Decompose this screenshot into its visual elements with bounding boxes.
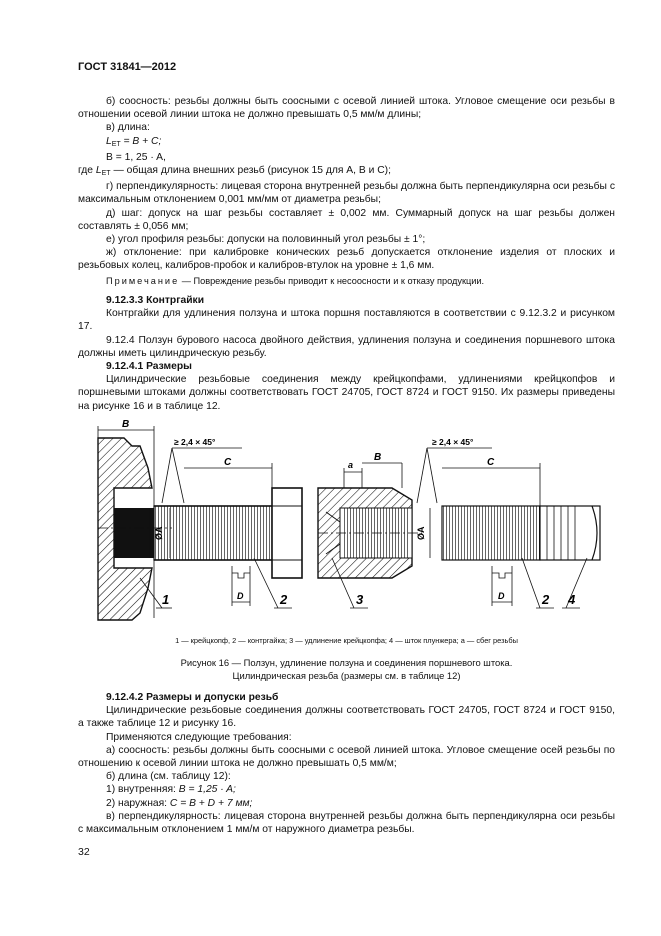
part-label-1: 1 — [162, 592, 170, 607]
note-text: — Повреждение резьбы приводит к несоосности и к отказу продукции. — [179, 276, 485, 286]
para-internal — [78, 783, 615, 796]
caption-line-1: Рисунок 16 — Ползун, удлинение ползуна и соединения поршневого штока. — [180, 657, 513, 668]
para-deviation: ж) отклонение: при калибровке конических резьб допускается отклонение изделия от плоских и резьбовых колец, калибров-пробок и калибров-втулок на уровне ± 1,6 мм. — [78, 247, 615, 272]
dim-d-right-label: D — [498, 591, 505, 601]
note-label: Примечание — [106, 276, 180, 286]
para-standards: Цилиндрические резьбовые соединения должны соответствовать ГОСТ 24705, ГОСТ 8724 и ГОСТ 9150, а также таблице 12 и рисунку 16. — [78, 705, 615, 730]
internal-formula: B = 1,25 · A; — [178, 784, 236, 796]
crosshead-extension — [318, 452, 422, 578]
part-label-2-right: 2 — [542, 592, 550, 607]
para-perpendicularity-2: в) перпендикулярность: лицевая сторона внутренней резьбы должна быть перпендикулярна оси резьбы с максимальным отклонением 1 мм/м от наружного диаметра резьбы. — [78, 810, 615, 836]
dim-b-label: B — [122, 419, 130, 430]
part-label-4: 4 — [568, 592, 576, 607]
para-angle: е) угол профиля резьбы: допуски на половинный угол резьбы ± 1°; — [106, 234, 426, 246]
where-text: — общая длина внешних резьб (рисунок 15 для A, B и C); — [110, 165, 391, 177]
formula-let — [78, 135, 615, 151]
para-coaxiality: б) соосность: резьбы должны быть соосными с осевой линией штока. Угловое смещение оси резьбы в отношении осевой линии штока не должно превышать 0,5 мм/м длины; — [78, 96, 615, 121]
dim-a-right-label: ØA — [416, 526, 426, 540]
note — [78, 275, 615, 288]
dim-a-runout-label: a — [348, 460, 354, 470]
heading-locknuts: 9.12.3.3 Контргайки — [106, 295, 205, 306]
caption-line-2: Цилиндрическая резьба (размеры см. в таблице 12) — [232, 669, 461, 681]
section-locknuts — [78, 294, 615, 413]
requirements-list — [78, 95, 615, 273]
chamfer-label-right: ≥ 2,4 × 45° — [432, 437, 474, 447]
heading-dimensions: 9.12.4.1 Размеры — [106, 361, 192, 373]
internal-prefix: 1) внутренняя: — [106, 784, 179, 796]
formula-let-subscript: ET — [111, 140, 121, 148]
dim-c-left-label: C — [224, 457, 232, 468]
document-header: ГОСТ 31841—2012 — [78, 61, 177, 73]
dimension-b — [98, 419, 154, 438]
formula-b: B = 1, 25 · A, — [106, 151, 166, 163]
para-length-2: б) длина (см. таблицу 12): — [106, 771, 231, 783]
chamfer-label-left: ≥ 2,4 × 45° — [174, 437, 216, 447]
para-length: в) длина: — [106, 122, 150, 134]
dimension-d-left — [232, 566, 250, 606]
formula-let-expression: = B + C; — [120, 135, 162, 147]
external-prefix: 2) наружная: — [106, 797, 170, 809]
dim-d-left-label: D — [237, 591, 244, 601]
dim-c-right-label: C — [487, 457, 495, 468]
para-requirements-intro: Применяются следующие требования: — [106, 731, 292, 743]
figure-caption — [78, 657, 615, 682]
para-coaxiality-2: а) соосность: резьбы должны быть соосными с осевой линией штока. Угловое смещение осей резьбы по отношению к осевой линии штока не должно превышать 0,5 мм/м; — [78, 744, 615, 770]
dimension-d-right — [492, 566, 512, 606]
external-formula: C = B + D + 7 мм; — [169, 797, 253, 809]
figure-legend: 1 — крейцкопф, 2 — контргайка; 3 — удлинение крейцкопфа; 4 — шток плунжера; a — сбег резьбы — [175, 636, 518, 645]
where-prefix: где — [78, 165, 96, 177]
formula-let-symbol: L — [106, 135, 112, 147]
part-label-2-left: 2 — [280, 592, 288, 607]
para-where — [78, 164, 615, 180]
dim-b-extension-label: B — [374, 452, 382, 463]
para-cylindrical-thread: 9.12.4 Ползун бурового насоса двойного действия, удлинения ползуна и соединения поршневого штока должны иметь цилиндрическую резьбу. — [78, 334, 615, 359]
extension-shaft — [154, 506, 272, 560]
para-locknuts: Контргайки для удлинения ползуна и штока поршня поставляются в соответствии с 9.12.3.2 и рисунком 17. — [78, 308, 615, 333]
para-perpendicularity: г) перпендикулярность: лицевая сторона внутренней резьбы должна быть перпендикулярна оси резьбы с максимальным отклонением 0,001 мм/мм от диаметра резьбы; — [78, 181, 615, 206]
plunger-rod-thread — [442, 506, 600, 560]
where-subscript: ET — [101, 170, 111, 178]
where-symbol: L — [95, 165, 102, 177]
section-thread-tolerances — [78, 691, 615, 836]
dim-a-left-label: ØA — [154, 526, 164, 540]
para-dimensions: Цилиндрические резьбовые соединения между крейцкопфами, удлинениями крейцкопфов и поршневыми штоками должны соответствовать ГОСТ 24705, ГОСТ 8724 и ГОСТ 9150. Их размеры приведены на рисунке 16 и в таблице 12. — [78, 374, 615, 412]
locknut-left — [272, 488, 302, 578]
figure-16-drawing — [92, 408, 612, 628]
para-external — [78, 797, 615, 810]
part-label-3: 3 — [356, 592, 364, 607]
page-number: 32 — [78, 846, 90, 858]
para-pitch: д) шаг: допуск на шаг резьбы составляет ± 0,002 мм. Суммарный допуск на шаг резьбы должен составлять ± 0,056 мм; — [78, 207, 615, 232]
heading-thread-tolerances: 9.12.4.2 Размеры и допуски резьб — [106, 692, 279, 703]
